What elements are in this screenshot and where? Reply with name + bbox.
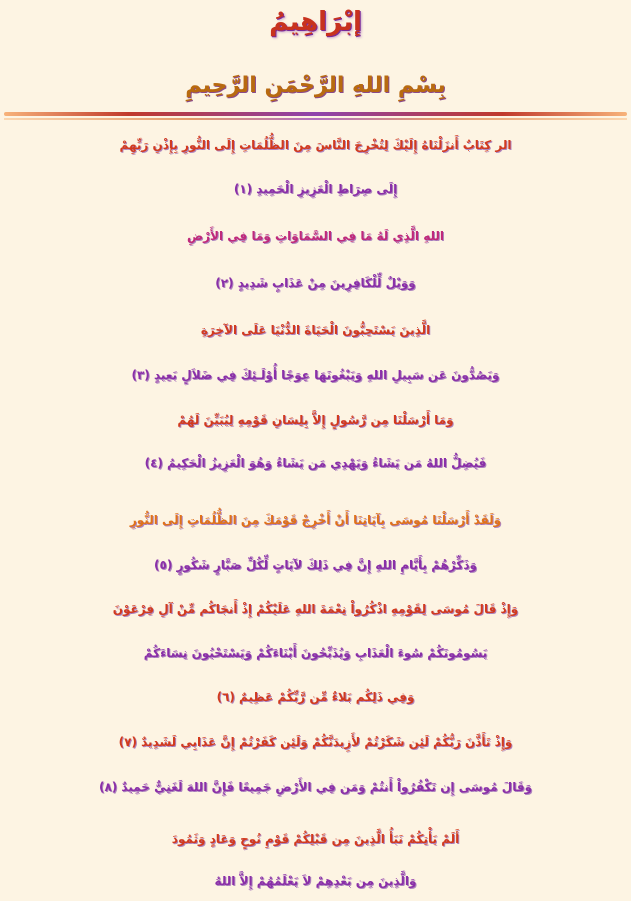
verse-line: يَسُومُونَكُمْ سُوءَ الْعَذَابِ وَيُذَبِّحُونَ أَبْنَاءَكُمْ وَيَسْتَحْيُونَ نِسَاءَكُمْ — [143, 646, 488, 660]
verse-line: فَيُضِلُّ اللهُ مَن يَشَاءُ وَيَهْدِي مَن يَشَاءُ وَهُوَ الْعَزِيزُ الْحَكِيمُ (٤) — [144, 456, 487, 470]
verse-line: وَيَصُدُّونَ عَن سَبِيلِ اللهِ وَيَبْغُونَهَا عِوَجًا أُوْلَـئِكَ فِي ضَلاَلٍ بَعِيدٍ (٣) — [131, 368, 500, 382]
header-divider — [4, 112, 627, 116]
verse-line: وَلَقَدْ أَرْسَلْنَا مُوسَى بِآيَاتِنَا أَنْ أَخْرِجْ قَوْمَكَ مِنَ الظُّلُمَاتِ إِلَى النُّورِ — [129, 513, 502, 527]
surah-title: إبْرَاهِيمُ — [269, 7, 362, 37]
verse-line: الر كِتَابٌ أَنزَلْنَاهُ إِلَيْكَ لِتُخْرِجَ النَّاسَ مِنَ الظُّلُمَاتِ إِلَى النُّورِ بِإِذْنِ رَبِّهِمْ — [119, 138, 512, 152]
verse-line: وَإِذْ قَالَ مُوسَى لِقَوْمِهِ اذْكُرُواْ نِعْمَةَ اللهِ عَلَيْكُمْ إِذْ أَنجَاكُم مِّنْ آلِ فِرْعَوْنَ — [112, 602, 519, 616]
verse-line: اللهِ الَّذِي لَهُ مَا فِي السَّمَاوَاتِ وَمَا فِي الأَرْضِ — [187, 229, 444, 243]
verse-line: وَالَّذِينَ مِن بَعْدِهِمْ لاَ يَعْلَمُهُمْ إِلاَّ اللهُ — [214, 874, 417, 888]
header-divider-secondary — [4, 118, 627, 120]
verse-line: وَمَا أَرْسَلْنَا مِن رَّسُولٍ إِلاَّ بِلِسَانِ قَوْمِهِ لِيُبَيِّنَ لَهُمْ — [177, 413, 454, 427]
verse-line: وَذَكِّرْهُمْ بِأَيَّامِ اللهِ إِنَّ فِي ذَلِكَ لآيَاتٍ لِّكُلِّ صَبَّارٍ شَكُورٍ (٥) — [154, 558, 477, 572]
verse-line: وَفِي ذَلِكُم بَلاءٌ مِّن رَّبِّكُمْ عَظِيمٌ (٦) — [216, 690, 415, 704]
basmala: بِسْمِ اللهِ الرَّحْمَنِ الرَّحِيمِ — [185, 73, 446, 98]
verse-line: أَلَمْ يَأْتِكُمْ نَبَأُ الَّذِينَ مِن قَبْلِكُمْ قَوْمِ نُوحٍ وَعَادٍ وَثَمُودَ — [171, 832, 460, 846]
verse-line: وَقَالَ مُوسَى إِن تَكْفُرُواْ أَنتُمْ وَمَن فِي الأَرْضِ جَمِيعًا فَإِنَّ اللهَ لَغَنِيٌّ حَمِيدٌ (٨) — [98, 780, 533, 794]
verse-line: وَوَيْلٌ لِّلْكَافِرِينَ مِنْ عَذَابٍ شَدِيدٍ (٢) — [215, 276, 416, 290]
verse-line: الَّذِينَ يَسْتَحِبُّونَ الْحَيَاةَ الدُّنْيَا عَلَى الآخِرَةِ — [200, 323, 431, 337]
verse-line: إِلَى صِرَاطِ الْعَزِيزِ الْحَمِيدِ (١) — [233, 182, 398, 196]
verse-line: وَإِذْ تَأَذَّنَ رَبُّكُمْ لَئِن شَكَرْتُمْ لأَزِيدَنَّكُمْ وَلَئِن كَفَرْتُمْ إِنَّ عَذَابِي لَشَدِيدٌ (٧) — [118, 735, 513, 749]
